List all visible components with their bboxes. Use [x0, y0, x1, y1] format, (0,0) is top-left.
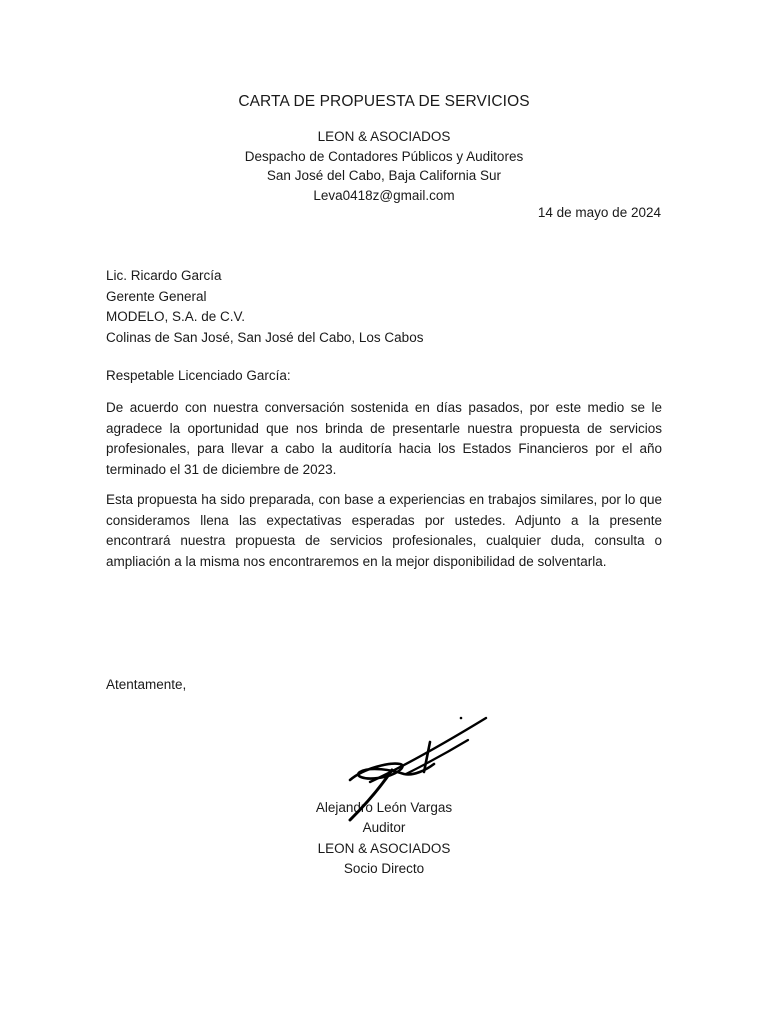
recipient-name: Lic. Ricardo García: [106, 268, 222, 283]
recipient-position: Gerente General: [106, 288, 207, 304]
signature-dot: [460, 717, 463, 720]
signer-name: Alejandro León Vargas: [315, 800, 453, 815]
sender-location: San José del Cabo, Baja California Sur: [266, 168, 502, 184]
closing: Atentamente,: [106, 677, 187, 692]
signer-firm: LEON & ASOCIADOS: [317, 840, 451, 856]
sender-firm: LEON & ASOCIADOS: [317, 129, 451, 144]
letter-title: CARTA DE PROPUESTA DE SERVICIOS: [238, 93, 530, 110]
body-paragraph-1: De acuerdo con nuestra conversación sostenida en días pasados, por este medio se le agradece la oportunidad que nos brinda de presentarle nuestra propuesta de servicios profesionales, para llevar a cabo la auditoría hacia los Estados Financieros por el año terminado el 31 de diciembre de 2023.: [106, 400, 662, 477]
signer-role: Auditor: [362, 820, 406, 836]
salutation: Respetable Licenciado García:: [106, 368, 291, 383]
signature-stroke-rise-2: [406, 740, 468, 774]
sender-block: [0, 127, 768, 206]
body-paragraph-2: Esta propuesta ha sido preparada, con base a experiencias en trabajos similares, por lo que consideramos llena las expectativas esperadas por ustedes. Adjunto a la presente encontrará nuestra propuesta de servicios profesionales, cualquier duda, consulta o ampliación a la misma nos encontraremos en la mejor disponibilidad de solventarla.: [106, 492, 662, 569]
recipient-block: [106, 266, 423, 348]
recipient-company: MODELO, S.A. de C.V.: [106, 309, 246, 324]
handwritten-signature: [330, 712, 500, 827]
recipient-address: Colinas de San José, San José del Cabo, Los Cabos: [106, 329, 424, 345]
sender-description: Despacho de Contadores Públicos y Auditores: [244, 148, 524, 164]
letter-date: 14 de mayo de 2024: [537, 205, 661, 220]
sender-email: Leva0418z@gmail.com: [313, 188, 455, 204]
signer-title: Socio Directo: [343, 860, 425, 876]
